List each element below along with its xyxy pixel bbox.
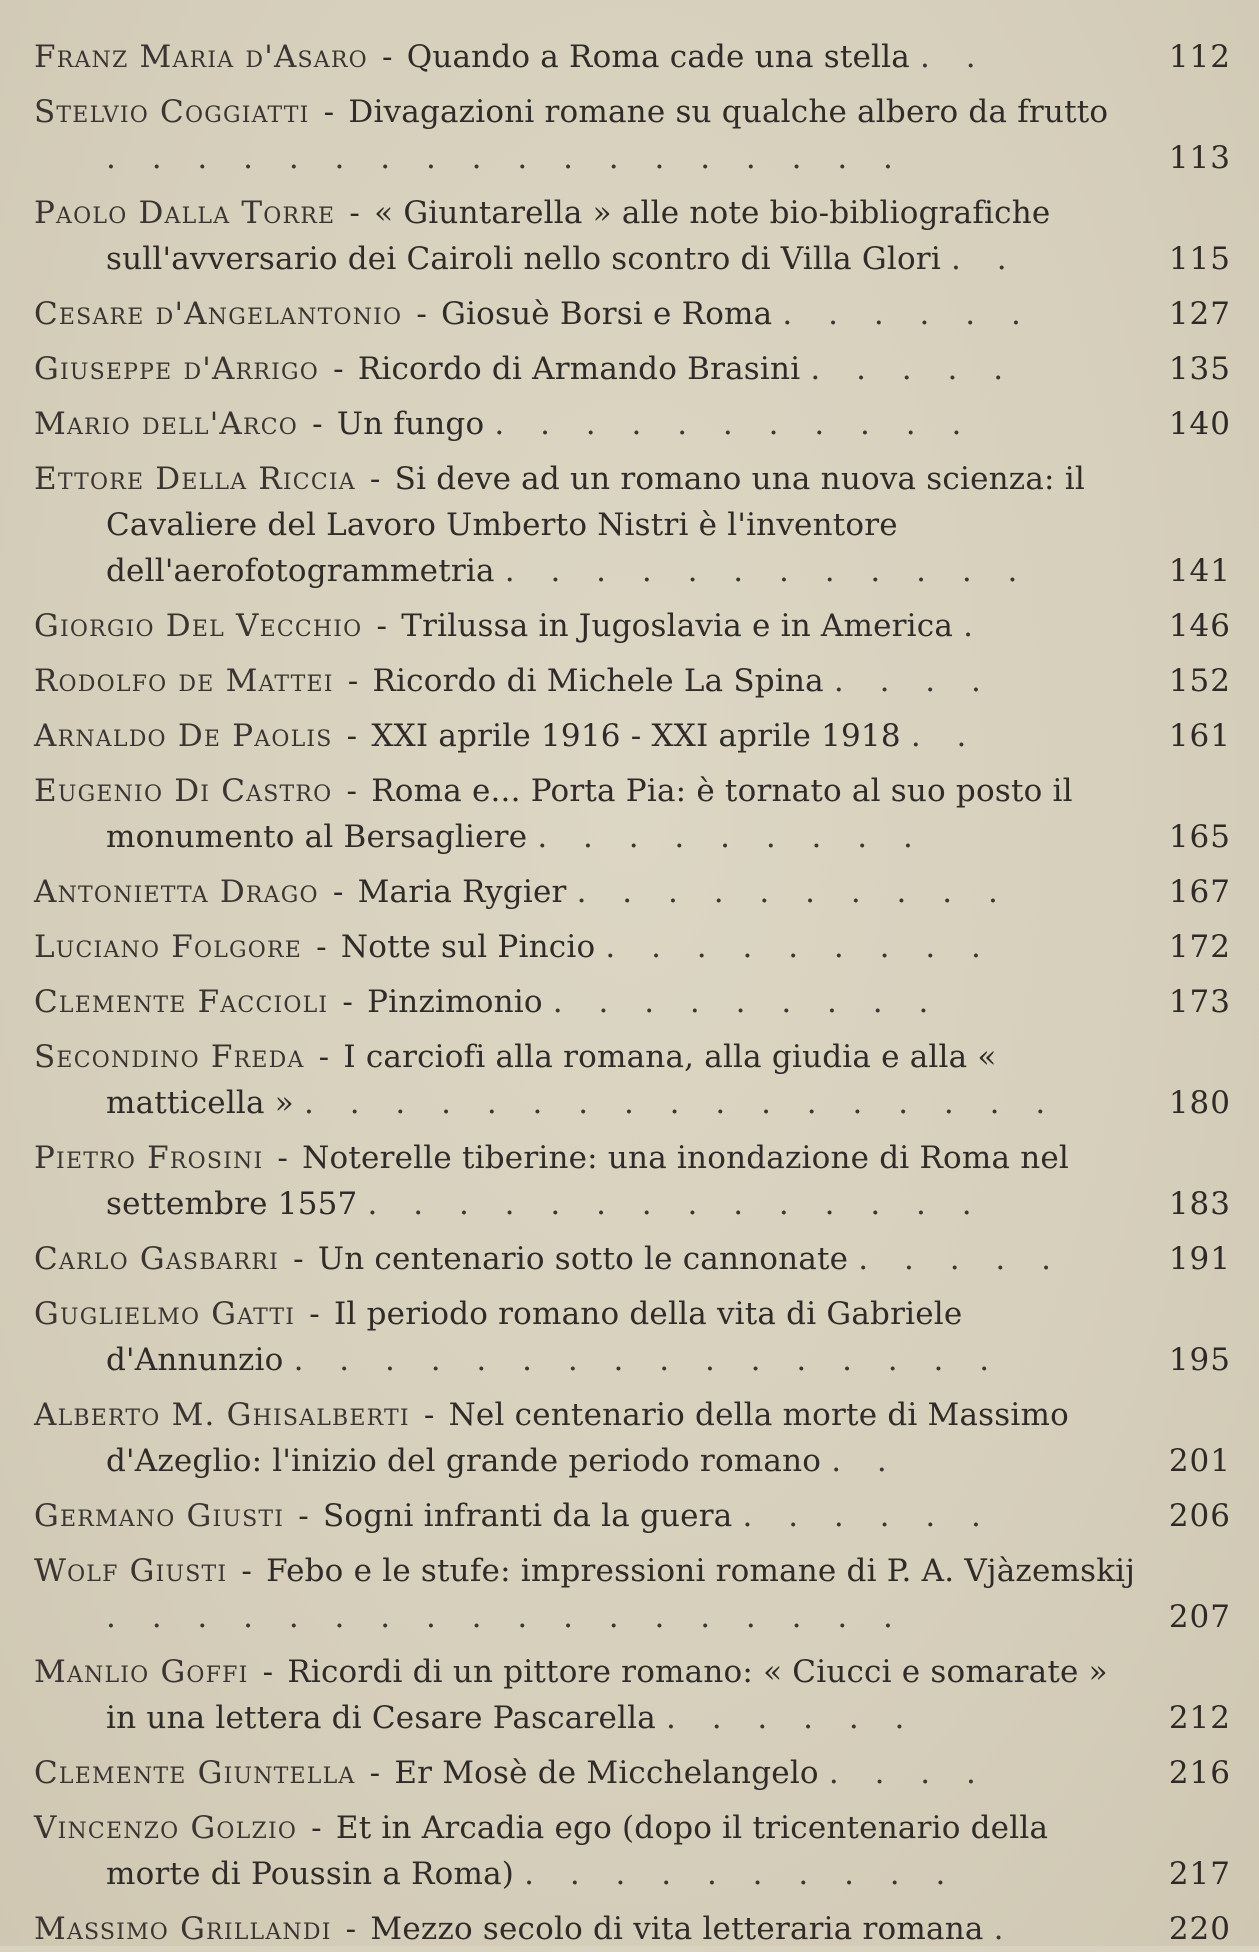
toc-entry [34,603,1231,649]
toc-entry [34,1750,1231,1796]
toc-entry [34,768,1231,860]
entry-separator: - [298,1498,309,1534]
entry-title: Quando a Roma cade una stella [406,39,910,75]
entry-page-number: 152 [1168,663,1231,699]
entry-page-number: 112 [1168,39,1231,75]
entry-separator: - [332,874,344,910]
entry-title: Mezzo secolo di vita letteraria romana [370,1911,984,1947]
toc-entry [34,979,1231,1025]
entry-separator: - [318,1039,330,1075]
entry-page-number: 195 [1168,1342,1231,1378]
dot-leaders: . . . . . . . . . . . . . . [367,1186,985,1222]
entry-title: Nel centenario della morte di Massimo d'Azeglio: l'inizio del grande periodo romano [106,1397,1069,1479]
dot-leaders: . . [951,241,1020,277]
toc-entry [34,291,1231,337]
entry-title: XXI aprile 1916 - XXI aprile 1918 [371,718,901,754]
dot-leaders: . . . . . . . . . . . . [504,553,1031,589]
entry-page-number: 165 [1168,819,1231,855]
entry-author: Rodolfo de Mattei [34,663,334,699]
entry-page-number: 180 [1168,1085,1231,1121]
entry-title: Et in Arcadia ego (dopo il tricentenario della morte di Poussin a Roma) [106,1810,1049,1892]
entry-title: Roma e... Porta Pia: è tornato al suo posto il monumento al Bersagliere [106,773,1073,855]
toc-entry [34,713,1231,759]
entry-author: Guglielmo Gatti [34,1296,296,1332]
entry-page-number: 183 [1168,1186,1231,1222]
entry-author: Ettore Della Riccia [34,461,356,497]
entry-author: Pietro Frosini [34,1140,264,1176]
entry-page-number: 167 [1168,874,1231,910]
entry-separator: - [277,1140,289,1176]
dot-leaders: . . [920,39,989,75]
entry-author: Wolf Giusti [34,1553,228,1589]
dot-leaders: . . . . . . . . . [605,929,994,965]
toc-entry [34,658,1231,704]
entry-title: Sogni infranti da la guera [323,1498,733,1534]
dot-leaders: . . . . . . . . . . . . . . . . . [304,1085,1059,1121]
toc-entry [34,346,1231,392]
entry-separator: - [241,1553,253,1589]
entry-title: Febo e le stufe: impressioni romane di P. A. Vjàzemskij [266,1553,1136,1589]
entry-author: Manlio Goffi [34,1654,249,1690]
toc-entry [34,401,1231,447]
entry-author: Giuseppe d'Arrigo [34,351,320,387]
dot-leaders: . [993,1911,1017,1947]
entry-page-number: 173 [1168,984,1231,1020]
entry-title: Notte sul Pincio [340,929,596,965]
entry-author: Luciano Folgore [34,929,303,965]
entry-separator: - [381,39,393,75]
dot-leaders: . . . . . . . . . . [576,874,1011,910]
entry-page-number: 140 [1168,406,1231,442]
toc-entry [34,1906,1231,1952]
entry-author: Giorgio Del Vecchio [34,608,363,644]
entry-title: Noterelle tiberine: una inondazione di Roma nel settembre 1557 [106,1140,1070,1222]
entry-page-number: 220 [1168,1911,1231,1947]
dot-leaders: . . . . . [858,1241,1064,1277]
entry-separator: - [345,1911,357,1947]
toc-entry [34,1236,1231,1282]
entry-title: Un centenario sotto le cannonate [317,1241,849,1277]
table-of-contents [34,34,1231,1952]
dot-leaders: . . . . . . . . . . . . . . . . . . [106,140,906,176]
toc-entry [34,456,1231,594]
entry-page-number: 212 [1168,1700,1231,1736]
entry-author: Paolo Dalla Torre [34,195,336,231]
entry-separator: - [333,351,344,387]
entry-title: I carciofi alla romana, alla giudia e alla « matticella » [106,1039,997,1121]
entry-title: Er Mosè de Micchelangelo [394,1755,819,1791]
entry-title: Il periodo romano della vita di Gabriele d'Annunzio [106,1296,963,1378]
entry-separator: - [323,94,335,130]
entry-title: Maria Rygier [357,874,567,910]
entry-separator: - [293,1241,304,1277]
toc-entry [34,34,1231,80]
dot-leaders: . [963,608,986,644]
entry-title: Ricordo di Armando Brasini [357,351,801,387]
dot-leaders: . . . . . . [782,296,1034,332]
entry-page-number: 115 [1168,241,1231,277]
entry-page-number: 217 [1168,1856,1231,1892]
entry-title: Pinzimonio [367,984,543,1020]
toc-entry [34,924,1231,970]
dot-leaders: . . . . . . . . . [552,984,942,1020]
entry-author: Antonietta Drago [34,874,319,910]
entry-title: Si deve ad un romano una nuova scienza: il Cavaliere del Lavoro Umberto Nistri è l'inventore dell'aerofotogrammetria [106,461,1085,589]
toc-entry [34,89,1231,181]
entry-separator: - [346,718,358,754]
toc-entry [34,1291,1231,1383]
entry-author: Cesare d'Angelantonio [34,296,403,332]
toc-entry [34,1493,1231,1539]
entry-author: Stelvio Coggiatti [34,94,310,130]
entry-separator: - [316,929,327,965]
toc-entry [34,1805,1231,1897]
toc-entry [34,1135,1231,1227]
toc-entry [34,1034,1231,1126]
dot-leaders: . . . . . . . . . . . [494,406,975,442]
toc-entry [34,190,1231,282]
entry-separator: - [262,1654,274,1690]
dot-leaders: . . . . . [810,351,1017,387]
entry-title: Ricordo di Michele La Spina [372,663,824,699]
dot-leaders: . . . . . . [742,1498,994,1534]
entry-author: Arnaldo De Paolis [34,718,333,754]
entry-author: Secondino Freda [34,1039,305,1075]
entry-title: Divagazioni romane su qualche albero da frutto [348,94,1109,130]
entry-title: « Giuntarella » alle note bio-bibliografiche sull'avversario dei Cairoli nello scontro di Villa Glori [106,195,1051,277]
entry-separator: - [342,984,354,1020]
entry-author: Vincenzo Golzio [34,1810,298,1846]
dot-leaders: . . . . . . . . . . . . . . . . [293,1342,1003,1378]
entry-title: Un fungo [336,406,485,442]
entry-separator: - [369,461,381,497]
dot-leaders: . . . . . . [666,1700,918,1736]
entry-separator: - [349,195,361,231]
entry-separator: - [309,1296,320,1332]
entry-author: Germano Giusti [34,1498,285,1534]
entry-separator: - [416,296,428,332]
toc-entry [34,1649,1231,1741]
entry-author: Clemente Giuntella [34,1755,356,1791]
entry-title: Trilussa in Jugoslavia e in America [401,608,954,644]
entry-separator: - [423,1397,435,1433]
dot-leaders: . . . . [828,1755,989,1791]
entry-page-number: 216 [1168,1755,1231,1791]
entry-author: Clemente Faccioli [34,984,329,1020]
entry-page-number: 207 [1168,1599,1231,1635]
entry-author: Eugenio Di Castro [34,773,333,809]
dot-leaders: . . . . . . . . . . [524,1856,959,1892]
entry-author: Franz Maria d'Asaro [34,39,368,75]
entry-page-number: 146 [1168,608,1231,644]
toc-entry [34,869,1231,915]
entry-separator: - [369,1755,381,1791]
dot-leaders: . . . . . . . . . [537,819,926,855]
entry-separator: - [347,663,359,699]
entry-separator: - [376,608,388,644]
entry-separator: - [311,1810,322,1846]
dot-leaders: . . [831,1443,900,1479]
entry-page-number: 191 [1168,1241,1231,1277]
entry-page-number: 161 [1168,718,1231,754]
entry-title: Ricordi di un pittore romano: « Ciucci e somarate » in una lettera di Cesare Pascarella [106,1654,1108,1736]
toc-entry [34,1548,1231,1640]
entry-page-number: 141 [1168,553,1231,589]
entry-page-number: 206 [1168,1498,1231,1534]
toc-entry [34,1392,1231,1484]
dot-leaders: . . . . . . . . . . . . . . . . . . [106,1599,906,1635]
entry-title: Giosuè Borsi e Roma [441,296,773,332]
dot-leaders: . . . . [833,663,994,699]
entry-author: Carlo Gasbarri [34,1241,280,1277]
entry-author: Massimo Grillandi [34,1911,332,1947]
dot-leaders: . . [910,718,980,754]
entry-author: Mario dell'Arco [34,406,299,442]
entry-page-number: 201 [1168,1443,1231,1479]
entry-separator: - [346,773,358,809]
entry-page-number: 113 [1168,140,1231,176]
entry-page-number: 127 [1168,296,1231,332]
entry-page-number: 172 [1168,929,1231,965]
entry-separator: - [312,406,323,442]
entry-page-number: 135 [1168,351,1231,387]
entry-author: Alberto M. Ghisalberti [34,1397,410,1433]
